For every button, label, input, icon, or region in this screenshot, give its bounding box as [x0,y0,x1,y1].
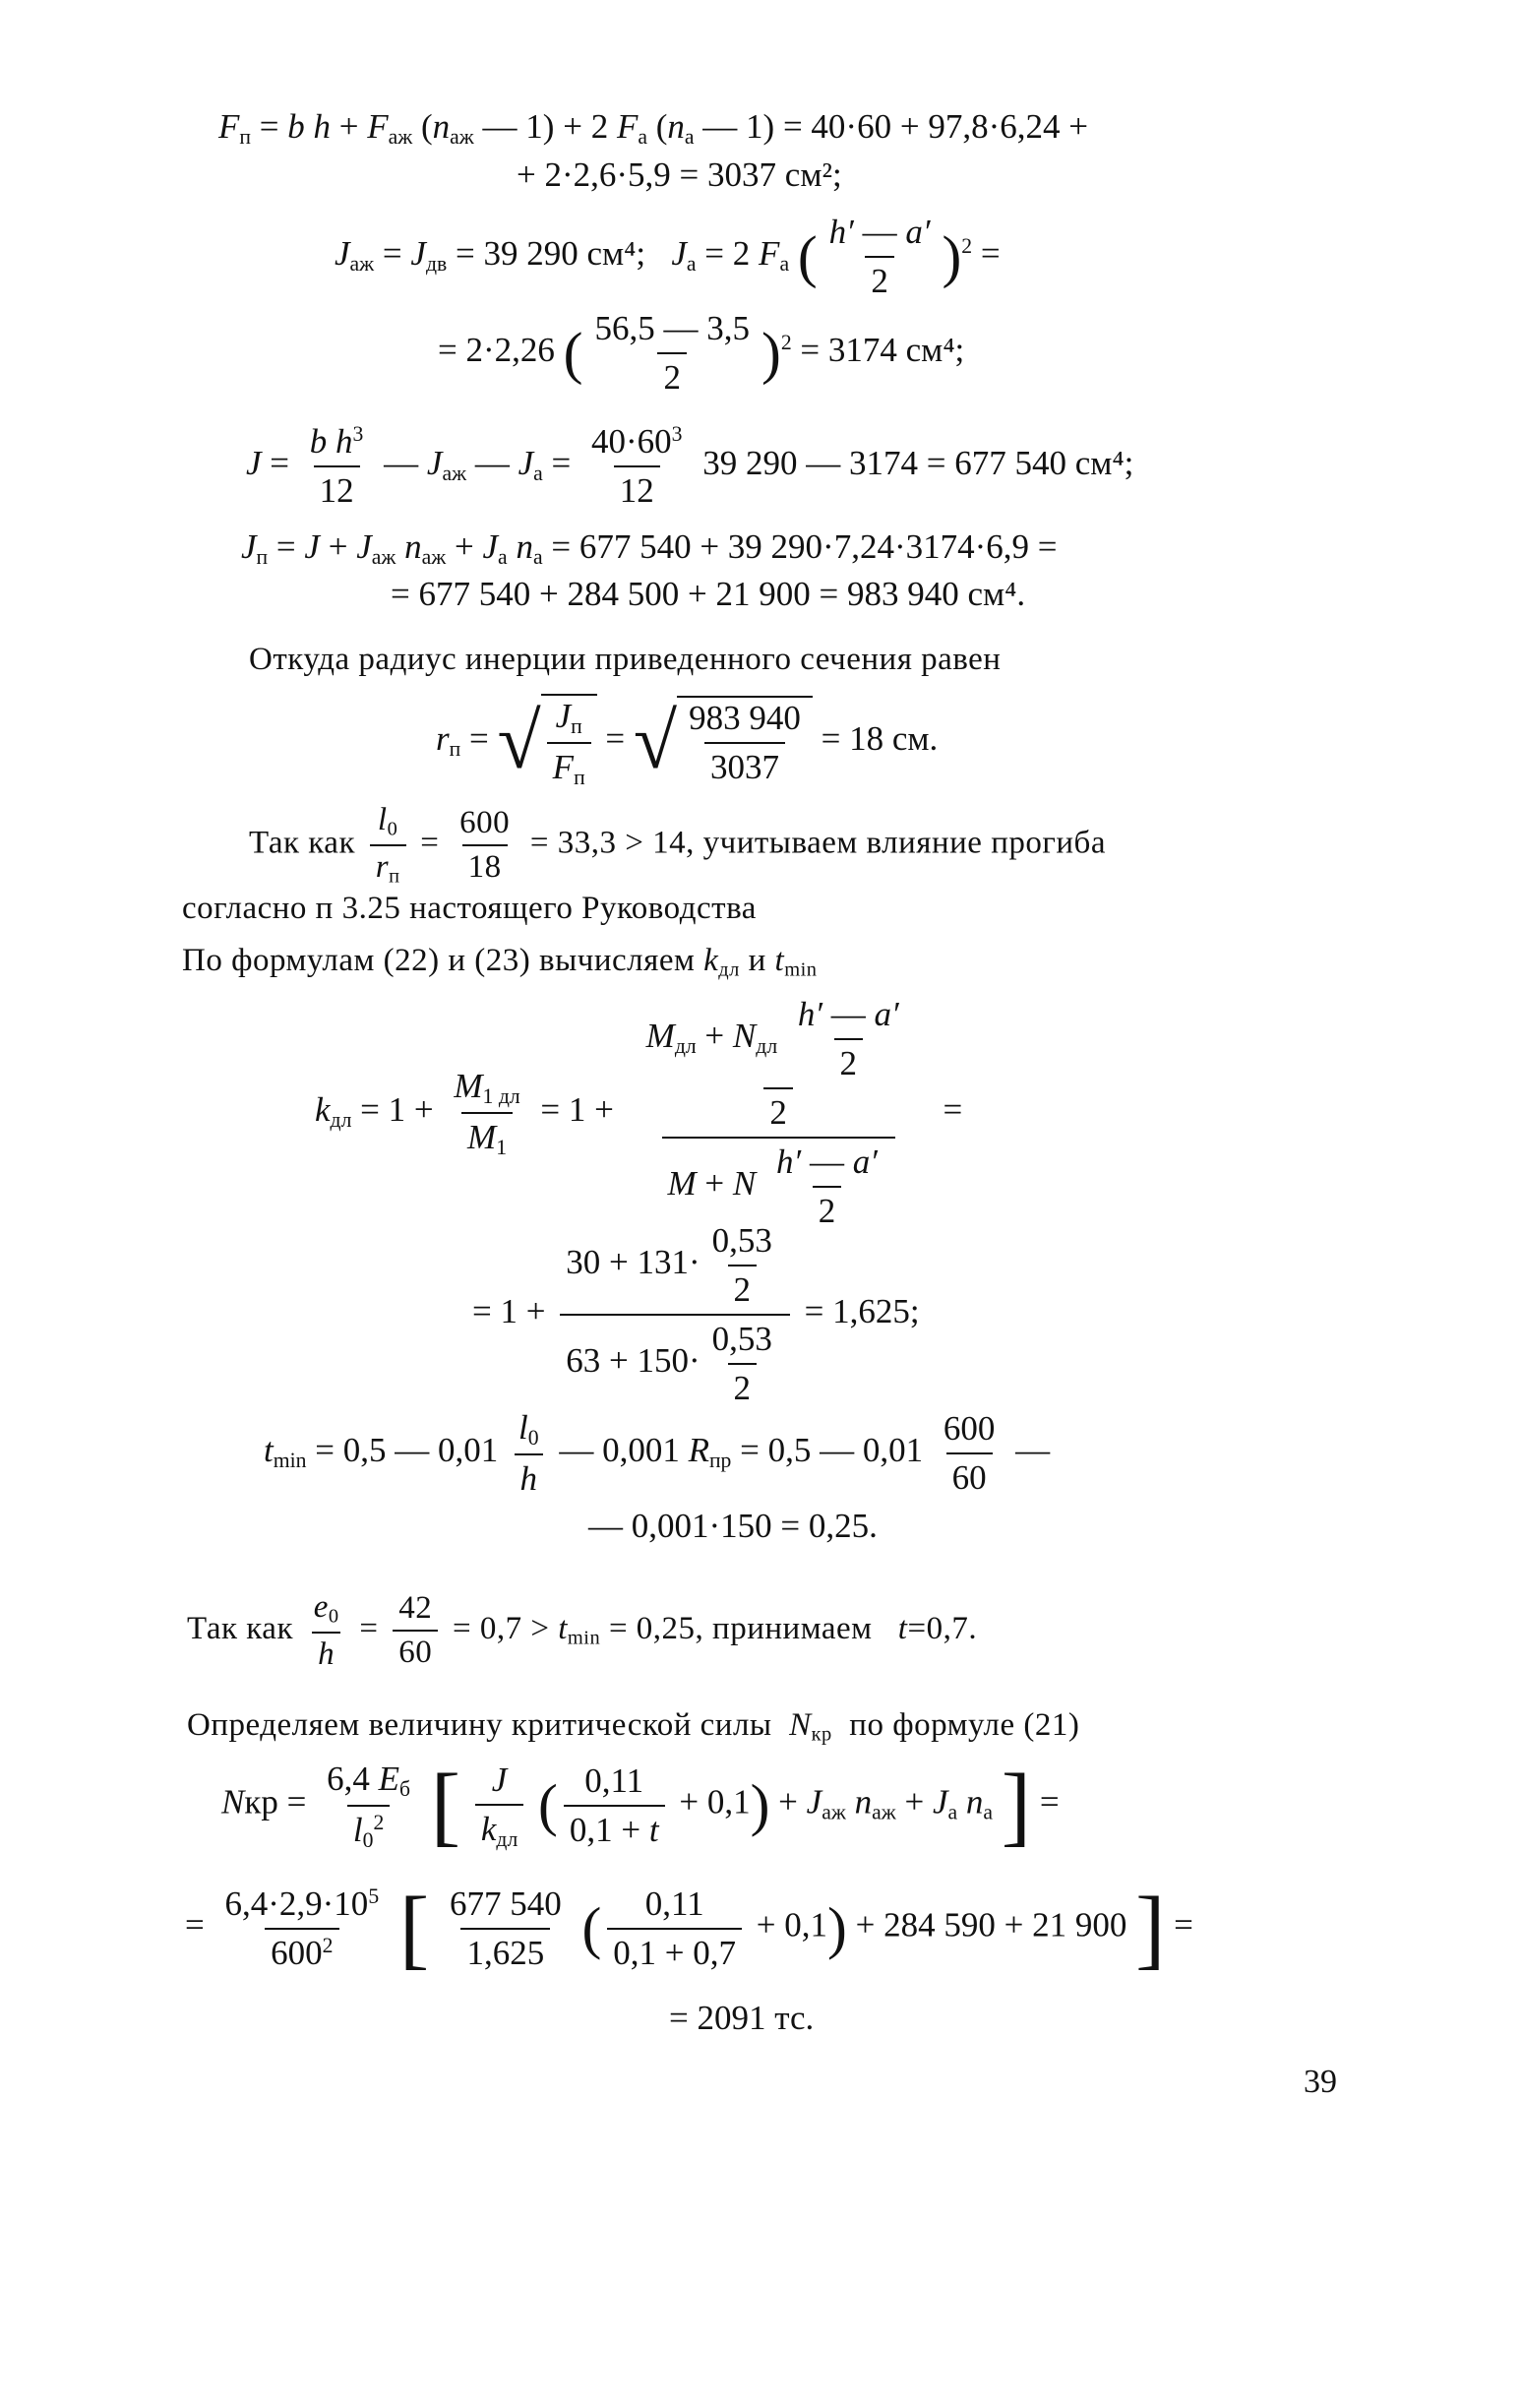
equation-fp-line2: + 2·2,6·5,9 = 3037 см²; [517,155,842,194]
equation-rp: $r_п$ = √ $J_п$ $F_п$ = √ $\frac{983 940}{3037}$ = 18 см. [436,694,938,790]
equation-jazh: $J_{аж} = J_{дв} = 39$ 290 см⁴; $J_а = 2$ $F_а$ ( $\frac{h' — a'}{2}$ )$^2$ = [335,213,1001,300]
paragraph-formulas: По формулам (22) и (23) вычисляем $k_{дл}$ и $t_{min}$ [182,943,818,981]
paragraph-critical-force: Определяем величину критической силы $N_{кр}$ по формуле (21) [187,1707,1080,1746]
equation-j: J = $\frac{b h^3}{12}$ — $J_{аж}$ — $J_а$ = $\frac{40\cdot 60^3}{12}$ 39 290 — 3174 = 677 540 см⁴; [246,422,1134,510]
equation-tmin-line2: — 0,001·150 = 0,25. [588,1507,878,1545]
equation-ja-line2: = 2·2,26 ( $\frac{56,5 — 3,5}{2}$ )$^2$ = 3174 см⁴; [438,309,965,397]
paragraph-reference: согласно п 3.25 настоящего Руководства [182,891,757,926]
equation-ncr-result: = 2091 тс. [669,1999,815,2037]
equation-ncr-numeric: = $\frac{6,4\cdot 2,9\cdot 10^5}{600^2}$ [ $\frac{677 540}{1,625}$ ( $\frac{0,11}{0,1 + 0,7}$ + 0,1) + 284 590 + 21 900 ] = [185,1879,1193,1978]
page-number: 39 [1304,2064,1337,2100]
equation-jp-line2: = 677 540 + 284 500 + 21 900 = 983 940 см⁴. [391,575,1026,613]
paragraph-eccentricity: Так как $\frac{e_0}{h}$ = $\frac{42}{60}$ = $0,7 > t_{min} = 0,25$, принимаем t=0,7. [187,1589,978,1672]
equation-kdl-numeric: = 1 + 30 + 131· $\frac{0,53}{2}$ 63 + 150· $\frac{0,53}{2}$ = 1,625; [472,1221,920,1407]
paragraph-slenderness: Так как $l_0$ $r_п$ = $\frac{600}{18}$ = 33,3 > 14, учитываем влияние прогиба [249,802,1106,888]
equation-ncr: Nкр = 6,4 $E_б$ $l_0^2$ [ J $k_{дл}$ ( $\frac{0,11}{0,1 + t}$ + $0,1) + J_{аж}$ $n_{аж} + J_а$ $n_а$ ] = [221,1756,1060,1855]
equation-kdl: $k_{дл} = 1$ + $M_{1 дл}$ $M_1$ = 1 + $M_{дл} + N_{дл}$ $\frac{h' — a'}{2}$ 2 M + N $\frac{h' — a'}{2}$ = [315,995,963,1230]
equation-fp-line1: $F_п = b$ $h + F_{аж}$ ($n_{аж}$ — 1) + 2 $F_а$ ($n_а$ — 1) = 40·60 + 97,8·6,24 + [218,107,1088,150]
equation-jp-line1: $J_п = J + J_{аж}$ $n_{аж} + J_а$ $n_а = 677$ 540 + 39 290·7,24·3174·6,9 = [241,527,1058,570]
equation-tmin: $t_{min} = 0,5$ — 0,01 $\frac{l_0}{h}$ — 0,001 $R_{пр} = 0,5$ — 0,01 $\frac{600}{60}$ — [264,1408,1051,1499]
paragraph-radius-intro: Откуда радиус инерции приведенного сечения равен [249,642,1002,677]
